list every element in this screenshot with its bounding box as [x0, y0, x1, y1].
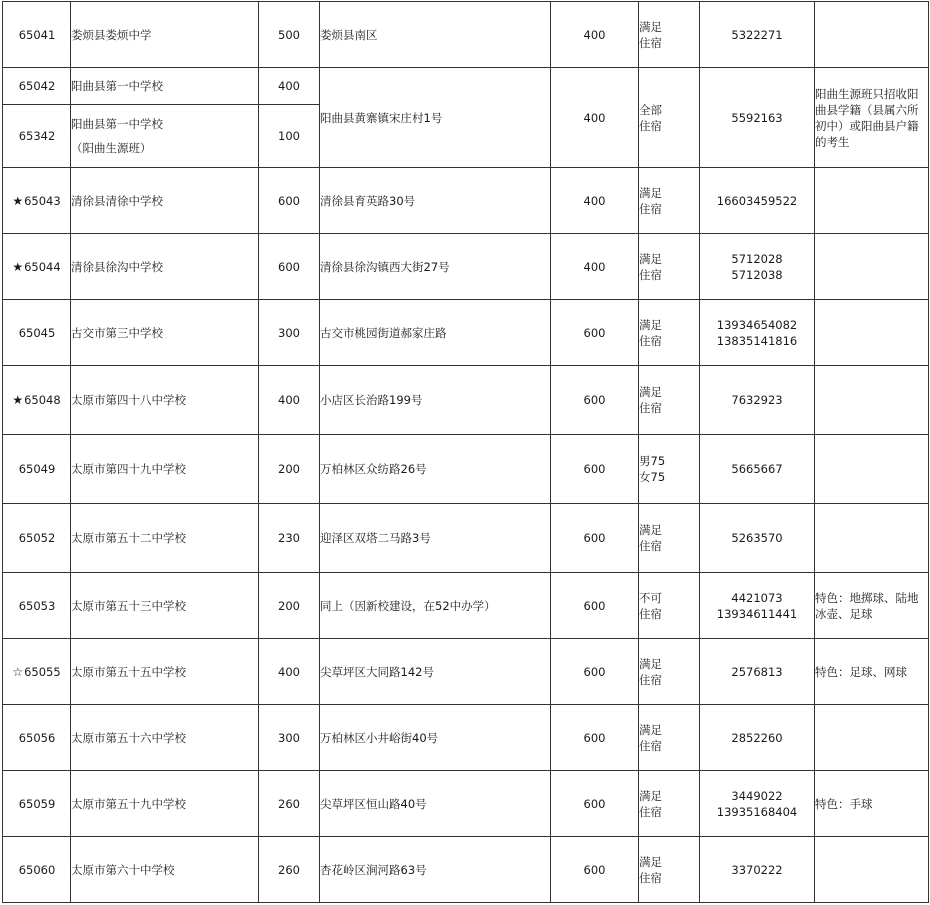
school-name: 太原市第四十八中学校: [71, 366, 259, 435]
school-code: ★65044: [3, 234, 71, 300]
school-name: 太原市第五十六中学校: [71, 705, 259, 771]
dorm-info: 满足 住宿: [639, 639, 700, 705]
school-name: 太原市第五十二中学校: [71, 504, 259, 573]
dorm-info: 全部 住宿: [639, 68, 700, 168]
note: [815, 168, 929, 234]
school-table: [2, 1, 929, 903]
dorm-info: 满足 住宿: [639, 234, 700, 300]
note: [815, 366, 929, 435]
table-row: [3, 771, 929, 837]
school-code: 65042: [3, 68, 71, 105]
school-address: 尖草坪区大同路142号: [320, 639, 551, 705]
phone: 3370222: [700, 837, 815, 903]
enrollment-capacity: 400: [259, 68, 320, 105]
fee: 400: [551, 234, 639, 300]
school-name: 太原市第五十九中学校: [71, 771, 259, 837]
dorm-info: 满足 住宿: [639, 2, 700, 68]
school-name: 清徐县清徐中学校: [71, 168, 259, 234]
note: [815, 2, 929, 68]
fee: 400: [551, 168, 639, 234]
school-code: 65059: [3, 771, 71, 837]
school-name: 古交市第三中学校: [71, 300, 259, 366]
star-icon: ★: [12, 393, 24, 407]
table-row: [3, 573, 929, 639]
table-row: [3, 366, 929, 435]
enrollment-capacity: 500: [259, 2, 320, 68]
phone: 5263570: [700, 504, 815, 573]
table-row: [3, 639, 929, 705]
star-icon: ★: [12, 193, 24, 208]
school-code: ★65043: [3, 168, 71, 234]
enrollment-capacity: 260: [259, 837, 320, 903]
table-row: [3, 300, 929, 366]
school-code: 65060: [3, 837, 71, 903]
note: 特色：地掷球、陆地冰壶、足球: [815, 573, 929, 639]
table-row: [3, 705, 929, 771]
school-code: 65049: [3, 435, 71, 504]
fee: 600: [551, 837, 639, 903]
school-address: 小店区长治路199号: [320, 366, 551, 435]
school-address: 尖草坪区恒山路40号: [320, 771, 551, 837]
note: [815, 837, 929, 903]
phone: 5322271: [700, 2, 815, 68]
dorm-info: 满足 住宿: [639, 168, 700, 234]
school-name: 太原市第五十五中学校: [71, 639, 259, 705]
school-address: 清徐县育英路30号: [320, 168, 551, 234]
school-address: 娄烦县南区: [320, 2, 551, 68]
note: [815, 435, 929, 504]
school-address: 迎泽区双塔二马路3号: [320, 504, 551, 573]
table-row: [3, 234, 929, 300]
school-code: 65053: [3, 573, 71, 639]
enrollment-capacity: 100: [259, 105, 320, 168]
dorm-info: 满足 住宿: [639, 504, 700, 573]
school-name: 太原市第四十九中学校: [71, 435, 259, 504]
table-row: [3, 435, 929, 504]
phone: 3449022 13935168404: [700, 771, 815, 837]
fee: 600: [551, 435, 639, 504]
dorm-info: 满足 住宿: [639, 300, 700, 366]
phone: 2576813: [700, 639, 815, 705]
enrollment-capacity: 400: [259, 366, 320, 435]
dorm-info: 满足 住宿: [639, 771, 700, 837]
note: [815, 234, 929, 300]
fee: 600: [551, 366, 639, 435]
enrollment-capacity: 260: [259, 771, 320, 837]
school-name: 娄烦县娄烦中学: [71, 2, 259, 68]
school-code: 65045: [3, 300, 71, 366]
dorm-info: 男75 女75: [639, 435, 700, 504]
fee: 400: [551, 68, 639, 168]
fee: 600: [551, 504, 639, 573]
phone: 16603459522: [700, 168, 815, 234]
school-address: 清徐县徐沟镇西大街27号: [320, 234, 551, 300]
table-row: [3, 2, 929, 68]
phone: 5665667: [700, 435, 815, 504]
note: 阳曲生源班只招收阳曲县学籍（县属六所初中）或阳曲县户籍的考生: [815, 68, 929, 168]
phone: 4421073 13934611441: [700, 573, 815, 639]
school-name: 太原市第六十中学校: [71, 837, 259, 903]
school-address: 万柏林区小井峪街40号: [320, 705, 551, 771]
star-icon: ☆: [12, 664, 24, 679]
school-name: 阳曲县第一中学校: [71, 68, 259, 105]
fee: 400: [551, 2, 639, 68]
enrollment-capacity: 230: [259, 504, 320, 573]
school-address: 古交市桃园街道郝家庄路: [320, 300, 551, 366]
star-icon: ★: [12, 259, 24, 274]
school-code: 65342: [3, 105, 71, 168]
fee: 600: [551, 639, 639, 705]
school-name: 太原市第五十三中学校: [71, 573, 259, 639]
enrollment-capacity: 200: [259, 435, 320, 504]
school-name: 阳曲县第一中学校 （阳曲生源班）: [71, 105, 259, 168]
table-row: [3, 168, 929, 234]
school-code: ★65048: [3, 366, 71, 435]
dorm-info: 满足 住宿: [639, 837, 700, 903]
school-address: 阳曲县黄寨镇宋庄村1号: [320, 68, 551, 168]
school-code: ☆65055: [3, 639, 71, 705]
school-code: 65052: [3, 504, 71, 573]
dorm-info: 满足 住宿: [639, 366, 700, 435]
phone: 7632923: [700, 366, 815, 435]
table-row: [3, 837, 929, 903]
enrollment-capacity: 300: [259, 300, 320, 366]
table-row: [3, 504, 929, 573]
dorm-info: 不可 住宿: [639, 573, 700, 639]
table-row: [3, 68, 929, 105]
fee: 600: [551, 771, 639, 837]
school-name: 清徐县徐沟中学校: [71, 234, 259, 300]
enrollment-capacity: 300: [259, 705, 320, 771]
note: [815, 300, 929, 366]
school-code: 65041: [3, 2, 71, 68]
enrollment-capacity: 600: [259, 234, 320, 300]
phone: 2852260: [700, 705, 815, 771]
phone: 13934654082 13835141816: [700, 300, 815, 366]
school-code: 65056: [3, 705, 71, 771]
fee: 600: [551, 705, 639, 771]
enrollment-capacity: 600: [259, 168, 320, 234]
fee: 600: [551, 300, 639, 366]
enrollment-capacity: 200: [259, 573, 320, 639]
note: [815, 705, 929, 771]
school-address: 杏花岭区涧河路63号: [320, 837, 551, 903]
note: 特色：足球、网球: [815, 639, 929, 705]
school-address: 同上（因新校建设，在52中办学）: [320, 573, 551, 639]
fee: 600: [551, 573, 639, 639]
dorm-info: 满足 住宿: [639, 705, 700, 771]
note: [815, 504, 929, 573]
school-address: 万柏林区众纺路26号: [320, 435, 551, 504]
phone: 5592163: [700, 68, 815, 168]
enrollment-capacity: 400: [259, 639, 320, 705]
note: 特色：手球: [815, 771, 929, 837]
phone: 5712028 5712038: [700, 234, 815, 300]
